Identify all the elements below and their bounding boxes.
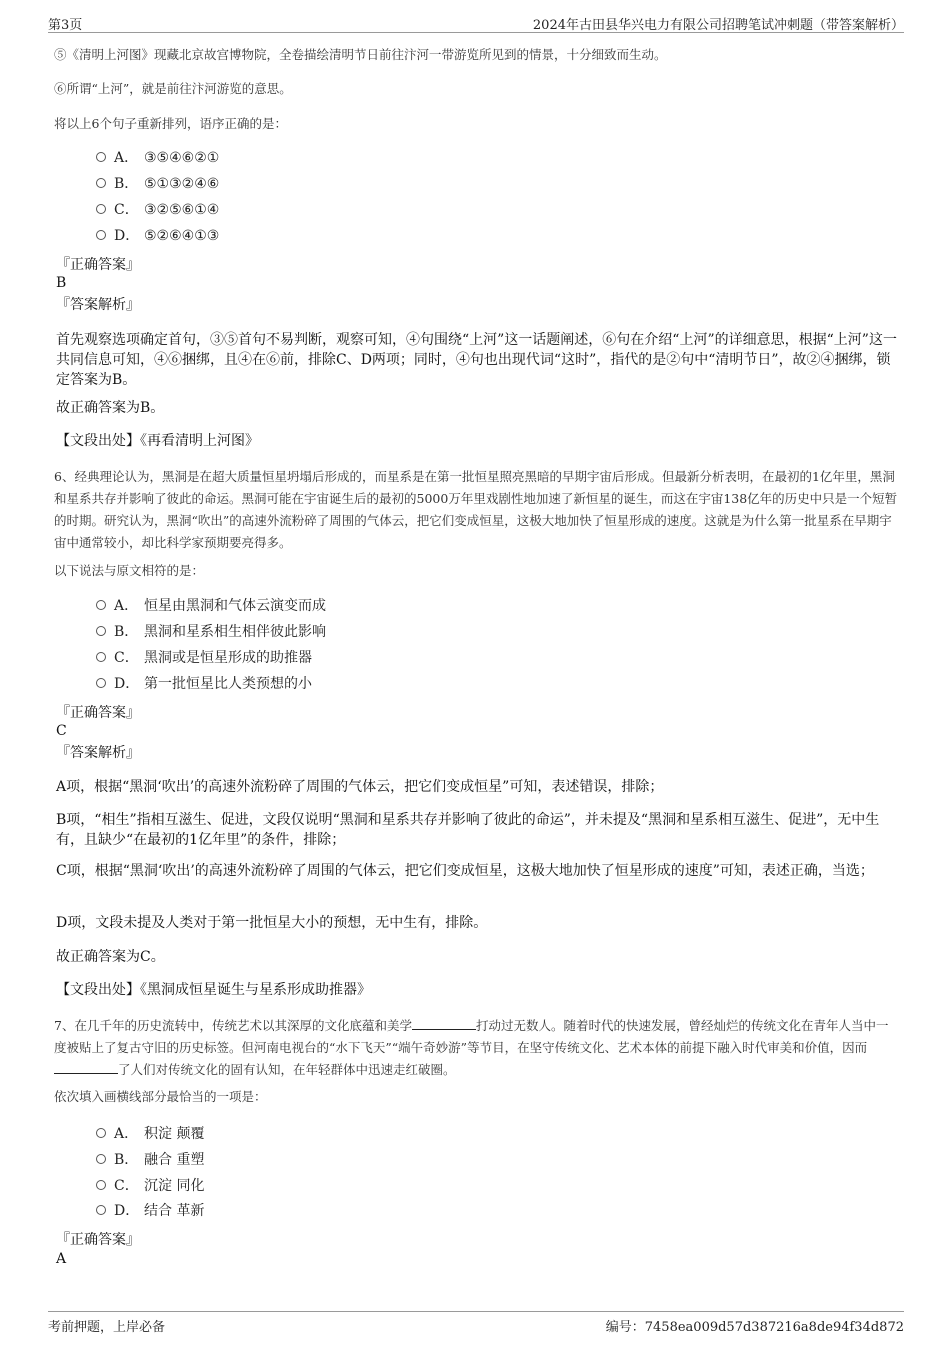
q5-option-b[interactable] bbox=[96, 174, 219, 194]
option-text: 沉淀 同化 bbox=[144, 1178, 205, 1194]
document-id: 编号：7458ea009d57d387216a8de94f34d872 bbox=[605, 1320, 904, 1335]
q6-option-c[interactable] bbox=[96, 648, 312, 668]
fill-blank-1[interactable] bbox=[412, 1017, 476, 1030]
radio-icon[interactable] bbox=[96, 1205, 106, 1215]
q5-option-a[interactable] bbox=[96, 148, 219, 168]
q5-option-d[interactable] bbox=[96, 226, 219, 246]
q5-answer-label: 『正确答案』 bbox=[56, 257, 140, 273]
q7-option-d[interactable] bbox=[96, 1201, 204, 1221]
q6-analysis-label: 『答案解析』 bbox=[56, 745, 140, 761]
q6-analysis-a: A项，根据“黑洞‘吹出’的高速外流粉碎了周围的气体云，把它们变成恒星”可知，表述错误，排除； bbox=[56, 779, 664, 795]
q7-option-c[interactable] bbox=[96, 1176, 204, 1196]
q6-analysis-d: D项，文段未提及人类对于第一批恒星大小的预想，无中生有，排除。 bbox=[56, 915, 488, 931]
q6-analysis-c: C项，根据“黑洞‘吹出’的高速外流粉碎了周围的气体云，把它们变成恒星，这极大地加快了恒星形成的速度”可知，表述正确，当选； bbox=[56, 863, 874, 879]
q5-conclusion: 故正确答案为B。 bbox=[56, 400, 165, 416]
q5-analysis-label: 『答案解析』 bbox=[56, 297, 140, 313]
radio-icon[interactable] bbox=[96, 1128, 106, 1138]
option-key: A． bbox=[114, 598, 139, 614]
option-key: B． bbox=[114, 176, 139, 192]
q7-passage-part-2: 打动过无数人。随着时代的快速发展，曾经灿烂的传统文化在青年人当中一度被贴上了复古守旧的历史标签。但河南电视台的“水下飞天”“端午奇妙游”等节目，在坚守传统文化、艺术本体的前提下融入时代审美和价值，因而 bbox=[54, 1018, 889, 1055]
q5-answer: B bbox=[56, 275, 67, 291]
q6-option-d[interactable] bbox=[96, 674, 312, 694]
radio-icon[interactable] bbox=[96, 600, 106, 610]
option-text: 积淀 颠覆 bbox=[144, 1126, 205, 1142]
option-key: B． bbox=[114, 624, 139, 640]
radio-icon[interactable] bbox=[96, 626, 106, 636]
option-key: D． bbox=[114, 228, 140, 244]
radio-icon[interactable] bbox=[96, 1154, 106, 1164]
radio-icon[interactable] bbox=[96, 178, 106, 188]
q6-prompt: 以下说法与原文相符的是： bbox=[54, 563, 205, 578]
option-text: ③⑤④⑥②① bbox=[144, 150, 220, 166]
q6-answer-label: 『正确答案』 bbox=[56, 705, 140, 721]
q6-source: 【文段出处】《黑洞成恒星诞生与星系形成助推器》 bbox=[56, 982, 371, 998]
q6-option-a[interactable] bbox=[96, 596, 326, 616]
fill-blank-2[interactable] bbox=[54, 1061, 118, 1074]
q7-passage-part-1: 7、在几千年的历史流转中，传统艺术以其深厚的文化底蕴和美学 bbox=[54, 1018, 412, 1033]
option-key: C． bbox=[114, 202, 139, 218]
radio-icon[interactable] bbox=[96, 204, 106, 214]
option-key: C． bbox=[114, 1178, 139, 1194]
footer-slogan: 考前押题，上岸必备 bbox=[48, 1320, 166, 1335]
q6-option-b[interactable] bbox=[96, 622, 326, 642]
q7-prompt: 依次填入画横线部分最恰当的一项是： bbox=[54, 1089, 267, 1104]
q5-option-c[interactable] bbox=[96, 200, 219, 220]
option-key: C． bbox=[114, 650, 139, 666]
q7-answer-label: 『正确答案』 bbox=[56, 1232, 140, 1248]
option-text: ⑤①③②④⑥ bbox=[144, 176, 220, 192]
q7-option-b[interactable] bbox=[96, 1150, 204, 1170]
option-text: 融合 重塑 bbox=[144, 1152, 205, 1168]
option-text: ③②⑤⑥①④ bbox=[144, 202, 220, 218]
radio-icon[interactable] bbox=[96, 152, 106, 162]
page-header bbox=[48, 14, 904, 33]
q6-conclusion: 故正确答案为C。 bbox=[56, 949, 165, 965]
q7-option-a[interactable] bbox=[96, 1124, 204, 1144]
radio-icon[interactable] bbox=[96, 1180, 106, 1190]
radio-icon[interactable] bbox=[96, 678, 106, 688]
option-key: A． bbox=[114, 1126, 139, 1142]
radio-icon[interactable] bbox=[96, 230, 106, 240]
document-title: 2024年古田县华兴电力有限公司招聘笔试冲刺题（带答案解析） bbox=[532, 18, 904, 33]
q6-analysis-b: B项，“相生”指相互滋生、促进，文段仅说明“黑洞和星系共存并影响了彼此的命运”，并未提及“黑洞和星系相互滋生、促进”，无中生有，且缺少“在最初的1亿年里”的条件，排除； bbox=[56, 812, 880, 848]
option-key: B． bbox=[114, 1152, 139, 1168]
q7-passage bbox=[54, 1015, 899, 1081]
option-text: 结合 革新 bbox=[144, 1203, 205, 1219]
option-key: D． bbox=[114, 676, 140, 692]
option-text: ⑤②⑥④①③ bbox=[144, 228, 220, 244]
q5-source: 【文段出处】《再看清明上河图》 bbox=[56, 433, 259, 449]
option-key: A． bbox=[114, 150, 139, 166]
q5-analysis: 首先观察选项确定首句，③⑤首句不易判断，观察可知，④句围绕“上河”这一话题阐述，⑥句在介绍“上河”的详细意思，根据“上河”这一共同信息可知，④⑥捆绑，且④在⑥前，排除C、D两项；同时，④句也出现代词“这时”，指代的是②句中“清明节日”，故②④捆绑，锁定答案为B。 bbox=[56, 332, 897, 388]
option-key: D． bbox=[114, 1203, 140, 1219]
page-footer bbox=[48, 1311, 904, 1336]
option-text: 黑洞或是恒星形成的助推器 bbox=[144, 650, 312, 666]
option-text: 恒星由黑洞和气体云演变而成 bbox=[144, 598, 326, 614]
q7-passage-part-3: 了人们对传统文化的固有认知，在年轻群体中迅速走红破圈。 bbox=[118, 1062, 456, 1077]
option-text: 第一批恒星比人类预想的小 bbox=[144, 676, 312, 692]
q6-answer: C bbox=[56, 723, 67, 739]
q6-passage: 6、经典理论认为，黑洞是在超大质量恒星坍塌后形成的，而星系是在第一批恒星照亮黑暗的早期宇宙后形成。但最新分析表明，在最初的1亿年里，黑洞和星系共存并影响了彼此的命运。黑洞可能在宇宙诞生后的最初的5000万年里戏剧性地加速了新恒星的诞生，而这在宇宙138亿年的历史中只是一个短暂的时期。研究认为，黑洞“吹出”的高速外流粉碎了周围的气体云，把它们变成恒星，这极大地加快了恒星形成的速度。这就是为什么第一批星系在早期宇宙中通常较小，却比科学家预期要亮得多。 bbox=[54, 469, 898, 550]
q5-sentence-6: ⑥所谓“上河”，就是前往汴河游览的意思。 bbox=[54, 81, 292, 96]
q5-prompt: 将以上6个句子重新排列，语序正确的是： bbox=[54, 116, 287, 131]
radio-icon[interactable] bbox=[96, 652, 106, 662]
page-number: 第3页 bbox=[48, 18, 83, 33]
q7-answer: A bbox=[56, 1251, 67, 1267]
option-text: 黑洞和星系相生相伴彼此影响 bbox=[144, 624, 326, 640]
q5-sentence-5: ⑤《清明上河图》现藏北京故宫博物院，全卷描绘清明节日前往汴河一带游览所见到的情景，十分细致而生动。 bbox=[54, 47, 667, 62]
